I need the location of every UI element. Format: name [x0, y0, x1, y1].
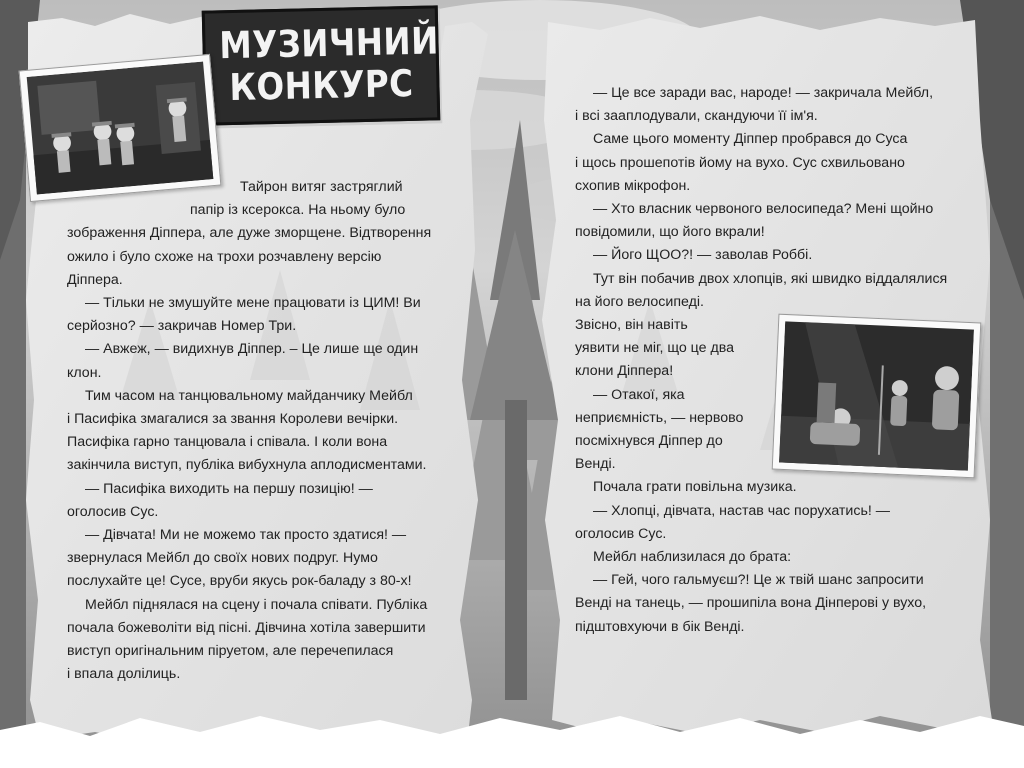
- text-line: послухайте це! Сусе, вруби якусь рок-баладу з 80-х!: [67, 573, 412, 590]
- text-line: уявити не міг, що це два: [575, 340, 735, 357]
- text-line: неприємність, — нервово: [575, 409, 744, 426]
- text-line: посміхнувся Діппер до: [575, 433, 723, 450]
- text-line: клон.: [67, 364, 102, 381]
- text-line: Венді.: [575, 456, 616, 473]
- text-line: — Це все заради вас, народе! — закричала Мейбл,: [593, 85, 934, 101]
- text-line: — Гей, чого гальмуєш?! Це ж твій шанс запросити: [593, 572, 924, 589]
- right-page-text: [575, 82, 955, 639]
- text-line: зображення Діппера, але дуже зморщене. Відтворення: [67, 225, 432, 242]
- text-line: клони Діппера!: [575, 363, 674, 380]
- text-line: на його велосипеді.: [575, 293, 704, 310]
- text-line: Тут він побачив двох хлопців, які швидко віддалялися: [593, 270, 948, 287]
- chapter-title-line-2: КОНКУРС: [228, 61, 414, 110]
- text-line: ожило і було схоже на трохи розчавлену версію: [67, 248, 382, 265]
- text-line: і щось прошепотів йому на вухо. Сус схвильовано: [575, 154, 905, 171]
- text-line: оголосив Сус.: [575, 525, 667, 542]
- text-line: — Дівчата! Ми не можемо так просто здатися! —: [85, 527, 407, 544]
- text-line: Почала грати повільна музика.: [593, 479, 797, 496]
- text-line: — Хлопці, дівчата, настав час порухатись! —: [593, 502, 890, 519]
- text-line: і всі зааплодували, скандуючи її ім'я.: [575, 108, 818, 125]
- text-line: — Тільки не змушуйте мене працювати із ЦИМ! Ви: [85, 295, 421, 312]
- text-line: закінчила виступ, публіка вибухнула аплодисментами.: [67, 457, 427, 474]
- text-line: папір із ксерокса. На ньому було: [190, 202, 406, 219]
- text-line: звернулася Мейбл до своїх нових подруг. Нумо: [67, 550, 378, 567]
- text-line: почала божеволіти від пісні. Дівчина хотіла завершити: [67, 619, 426, 636]
- text-line: Мейбл піднялася на сцену і почала співати. Публіка: [85, 596, 428, 613]
- text-line: серйозно? — закричав Номер Три.: [67, 318, 297, 335]
- text-line: підштовхуючи в бік Венді.: [575, 618, 745, 635]
- text-line: Тайрон витяг застряглий: [240, 179, 403, 195]
- text-line: і Пасифіка змагалися за звання Королеви вечірки.: [67, 411, 399, 428]
- text-line: — Отакої, яка: [593, 386, 685, 403]
- text-line: виступ оригінальним піруетом, але перечепилася: [67, 643, 394, 660]
- text-line: і впала долілиць.: [67, 666, 181, 683]
- text-line: Пасифіка гарно танцювала і співала. І коли вона: [67, 434, 388, 451]
- text-line: — Авжеж, — видихнув Діппер. – Це лише ще один: [85, 341, 419, 358]
- text-line: Мейбл наблизилася до брата:: [593, 549, 792, 566]
- text-line: Саме цього моменту Діппер пробрався до Суса: [593, 131, 908, 148]
- text-line: — Його ЩОО?! — заволав Роббі.: [593, 247, 813, 264]
- twins-in-cabin-illustration: [26, 61, 214, 194]
- text-line: Звісно, він навіть: [575, 317, 688, 334]
- text-line: повідомили, що його вкрали!: [575, 224, 765, 241]
- chapter-title-line-1: МУЗИЧНИЙ: [218, 19, 440, 68]
- left-page-text: [67, 176, 457, 686]
- chapter-title: [202, 5, 441, 125]
- text-line: оголосив Сус.: [67, 503, 159, 520]
- text-line: Тим часом на танцювальному майданчику Мейбл: [85, 387, 413, 404]
- text-line: — Хто власник червоного велосипеда? Мені щойно: [593, 201, 934, 218]
- text-line: Діппера.: [67, 271, 123, 288]
- text-line: схопив мікрофон.: [575, 177, 691, 194]
- text-line: — Пасифіка виходить на першу позицію! —: [85, 480, 373, 497]
- text-line: Венді на танець, — прошипіла вона Дінперові у вухо,: [575, 595, 927, 612]
